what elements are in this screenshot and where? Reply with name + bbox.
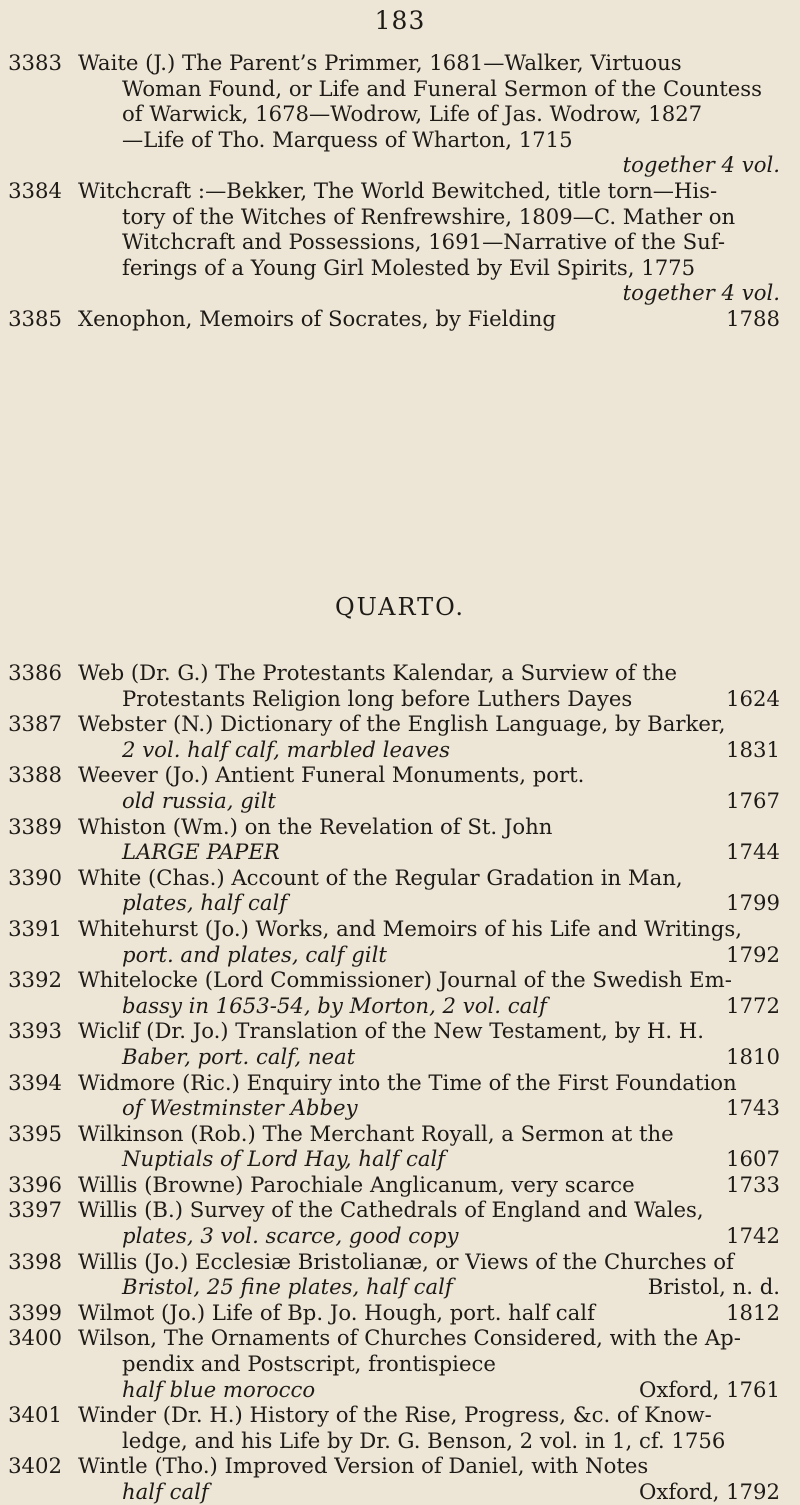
entry-line: Winder (Dr. H.) History of the Rise, Progress, &c. of Know- bbox=[78, 1402, 712, 1428]
entry-date: Bristol, n. d. bbox=[647, 1274, 780, 1300]
catalogue-entry bbox=[0, 1453, 800, 1504]
lot-number: 3401 bbox=[8, 1402, 62, 1428]
entry-line: Wilmot (Jo.) Life of Bp. Jo. Hough, port. half calf bbox=[78, 1299, 595, 1325]
catalogue-entry bbox=[0, 1018, 800, 1069]
entry-trail bbox=[122, 1223, 780, 1249]
entry-line: —Life of Tho. Marquess of Wharton, 1715 bbox=[122, 126, 573, 152]
entry-line: Whitelocke (Lord Commissioner) Journal of the Swedish Em- bbox=[78, 967, 732, 993]
entry-line: Web (Dr. G.) The Protestants Kalendar, a Surview of the bbox=[78, 660, 678, 685]
catalogue-entry bbox=[0, 660, 800, 711]
lot-number: 3397 bbox=[8, 1197, 62, 1223]
lot-number: 3390 bbox=[8, 864, 62, 890]
entry-line: Witchcraft :—Bekker, The World Bewitched, title torn—His- bbox=[78, 177, 718, 203]
entry-trail bbox=[122, 1044, 780, 1070]
entry-binding-desc: Baber, port. calf, neat bbox=[122, 1043, 356, 1069]
lot-number: 3398 bbox=[8, 1248, 62, 1274]
entry-trail bbox=[122, 890, 780, 916]
entry-text bbox=[78, 711, 780, 737]
entry-line: Whitehurst (Jo.) Works, and Memoirs of his Life and Writings, bbox=[78, 915, 742, 941]
catalogue-entry bbox=[0, 762, 800, 813]
catalogue-entry bbox=[0, 814, 800, 865]
entry-binding-desc: together 4 vol. bbox=[622, 280, 780, 306]
entry-binding-desc: of Westminster Abbey bbox=[122, 1095, 358, 1121]
entry-text bbox=[78, 1121, 780, 1147]
entry-trail bbox=[122, 1274, 780, 1300]
entry-line: Wilson, The Ornaments of Churches Considered, with the Ap- bbox=[78, 1325, 741, 1351]
entry-line: pendix and Postscript, frontispiece bbox=[122, 1351, 496, 1377]
catalogue-entry bbox=[0, 1325, 800, 1402]
entry-trail bbox=[122, 942, 780, 968]
entry-line: Webster (N.) Dictionary of the English Language, by Barker, bbox=[78, 711, 726, 737]
entry-text bbox=[78, 916, 780, 942]
entry-date: 1788 bbox=[726, 305, 780, 331]
entry-date: 1744 bbox=[726, 839, 780, 865]
entries-top bbox=[0, 50, 800, 332]
catalogue-entry bbox=[0, 1197, 800, 1248]
entry-line: Whiston (Wm.) on the Revelation of St. John bbox=[78, 813, 553, 839]
entry-text bbox=[78, 1325, 780, 1376]
lot-number: 3384 bbox=[8, 177, 62, 203]
entry-line: ledge, and his Life by Dr. G. Benson, 2 vol. in 1, cf. 1756 bbox=[122, 1427, 726, 1453]
entry-binding-desc: half calf bbox=[122, 1479, 209, 1504]
entry-text bbox=[78, 1453, 780, 1479]
entry-binding-desc: Bristol, 25 fine plates, half calf bbox=[122, 1274, 453, 1300]
entry-binding-desc: together 4 vol. bbox=[622, 152, 780, 178]
catalogue-entry bbox=[0, 178, 800, 306]
catalogue-entry bbox=[0, 1249, 800, 1300]
entry-date: 1733 bbox=[726, 1171, 780, 1197]
entry-date: 1812 bbox=[726, 1299, 780, 1325]
catalogue-entry bbox=[0, 1070, 800, 1121]
entry-date: 1799 bbox=[726, 890, 780, 916]
catalogue-entry bbox=[0, 865, 800, 916]
catalogue-entry bbox=[0, 50, 800, 178]
lot-number: 3389 bbox=[8, 813, 62, 839]
entry-binding-desc: half blue morocco bbox=[122, 1376, 316, 1402]
entry-line: Willis (Browne) Parochiale Anglicanum, very scarce bbox=[78, 1171, 635, 1197]
entry-text bbox=[78, 50, 780, 152]
entry-text bbox=[78, 967, 780, 993]
entry-text bbox=[78, 660, 780, 711]
entry-date: 1742 bbox=[726, 1223, 780, 1249]
lot-number: 3393 bbox=[8, 1018, 62, 1044]
page-number: 183 bbox=[374, 6, 426, 35]
entry-binding-desc: Nuptials of Lord Hay, half calf bbox=[122, 1146, 446, 1172]
entry-trail bbox=[122, 1479, 780, 1505]
entry-line-text: Protestants Religion long before Luthers Dayes bbox=[122, 685, 633, 711]
entry-date: 1607 bbox=[726, 1146, 780, 1172]
entry-trail bbox=[122, 280, 780, 306]
entry-line: Willis (Jo.) Ecclesiæ Bristolianæ, or Views of the Churches of bbox=[78, 1248, 734, 1274]
entry-line: White (Chas.) Account of the Regular Gradation in Man, bbox=[78, 864, 683, 890]
entry-line-text: Xenophon, Memoirs of Socrates, by Fielding bbox=[78, 305, 556, 331]
entry-date: Oxford, 1792 bbox=[639, 1479, 780, 1504]
entry-binding-desc: old russia, gilt bbox=[122, 787, 276, 813]
entry-binding-desc: LARGE PAPER bbox=[122, 839, 280, 865]
entry-date: 1772 bbox=[726, 992, 780, 1018]
entry-line bbox=[78, 686, 780, 712]
entry-text bbox=[78, 762, 780, 788]
entry-line: Wintle (Tho.) Improved Version of Daniel, with Notes bbox=[78, 1453, 649, 1479]
entry-text bbox=[78, 1402, 780, 1453]
entry-trail bbox=[122, 1146, 780, 1172]
entry-date: 1767 bbox=[726, 787, 780, 813]
entry-line: Widmore (Ric.) Enquiry into the Time of the First Foundation bbox=[78, 1069, 737, 1095]
entry-date: 1792 bbox=[726, 941, 780, 967]
entry-text bbox=[78, 1172, 780, 1198]
catalogue-entry bbox=[0, 916, 800, 967]
entry-line: ferings of a Young Girl Molested by Evil Spirits, 1775 bbox=[122, 254, 696, 280]
entry-text bbox=[78, 1070, 780, 1096]
entry-line: Willis (B.) Survey of the Cathedrals of England and Wales, bbox=[78, 1197, 704, 1223]
section-heading-quarto: QUARTO. bbox=[334, 593, 466, 621]
lot-number: 3395 bbox=[8, 1120, 62, 1146]
entry-trail bbox=[122, 788, 780, 814]
entry-line: Witchcraft and Possessions, 1691—Narrative of the Suf- bbox=[122, 229, 726, 255]
entry-text bbox=[78, 306, 780, 332]
lot-number: 3402 bbox=[8, 1453, 62, 1479]
entries-quarto bbox=[0, 660, 800, 1505]
entry-line: of Warwick, 1678—Wodrow, Life of Jas. Wodrow, 1827 bbox=[122, 101, 703, 127]
entry-text bbox=[78, 1249, 780, 1275]
entry-text bbox=[78, 814, 780, 840]
lot-number: 3400 bbox=[8, 1325, 62, 1351]
entry-text bbox=[78, 178, 780, 280]
entry-text bbox=[78, 1197, 780, 1223]
entry-binding-desc: plates, half calf bbox=[122, 890, 288, 916]
catalogue-entry bbox=[0, 1402, 800, 1453]
entry-date: 1831 bbox=[726, 736, 780, 762]
entry-line: Wiclif (Dr. Jo.) Translation of the New Testament, by H. H. bbox=[78, 1018, 705, 1044]
catalogue-entry bbox=[0, 1300, 800, 1326]
catalogue-entry bbox=[0, 967, 800, 1018]
lot-number: 3385 bbox=[8, 305, 62, 331]
catalogue-entry bbox=[0, 306, 800, 332]
entry-binding-desc: port. and plates, calf gilt bbox=[122, 941, 387, 967]
entry-binding-desc: bassy in 1653-54, by Morton, 2 vol. calf bbox=[122, 992, 547, 1018]
entry-date: 1810 bbox=[726, 1043, 780, 1069]
entry-text bbox=[78, 865, 780, 891]
entry-line bbox=[78, 306, 780, 332]
entry-line: tory of the Witches of Renfrewshire, 1809—C. Mather on bbox=[122, 203, 736, 229]
lot-number: 3391 bbox=[8, 915, 62, 941]
entry-line: Woman Found, or Life and Funeral Sermon of the Countess bbox=[122, 75, 763, 101]
catalogue-entry bbox=[0, 1121, 800, 1172]
entry-text bbox=[78, 1300, 780, 1326]
entry-line: Weever (Jo.) Antient Funeral Monuments, port. bbox=[78, 762, 585, 788]
lot-number: 3392 bbox=[8, 967, 62, 993]
entry-trail bbox=[122, 1095, 780, 1121]
entry-date: 1743 bbox=[726, 1095, 780, 1121]
entry-text bbox=[78, 1018, 780, 1044]
lot-number: 3387 bbox=[8, 711, 62, 737]
entry-date: Oxford, 1761 bbox=[639, 1376, 780, 1402]
entry-date: 1624 bbox=[726, 685, 780, 711]
entry-trail bbox=[122, 839, 780, 865]
entry-binding-desc: plates, 3 vol. scarce, good copy bbox=[122, 1223, 459, 1249]
entry-binding-desc: 2 vol. half calf, marbled leaves bbox=[122, 736, 451, 762]
lot-number: 3386 bbox=[8, 660, 62, 685]
entry-trail bbox=[122, 737, 780, 763]
entry-line: Wilkinson (Rob.) The Merchant Royall, a Sermon at the bbox=[78, 1120, 674, 1146]
lot-number: 3399 bbox=[8, 1299, 62, 1325]
lot-number: 3383 bbox=[8, 50, 62, 75]
entry-trail bbox=[122, 1377, 780, 1403]
lot-number: 3396 bbox=[8, 1171, 62, 1197]
catalogue-entry bbox=[0, 1172, 800, 1198]
entry-trail bbox=[122, 152, 780, 178]
entry-line: Waite (J.) The Parent’s Primmer, 1681—Walker, Virtuous bbox=[78, 50, 682, 75]
lot-number: 3394 bbox=[8, 1069, 62, 1095]
catalogue-entry bbox=[0, 711, 800, 762]
lot-number: 3388 bbox=[8, 762, 62, 788]
entry-trail bbox=[122, 993, 780, 1019]
